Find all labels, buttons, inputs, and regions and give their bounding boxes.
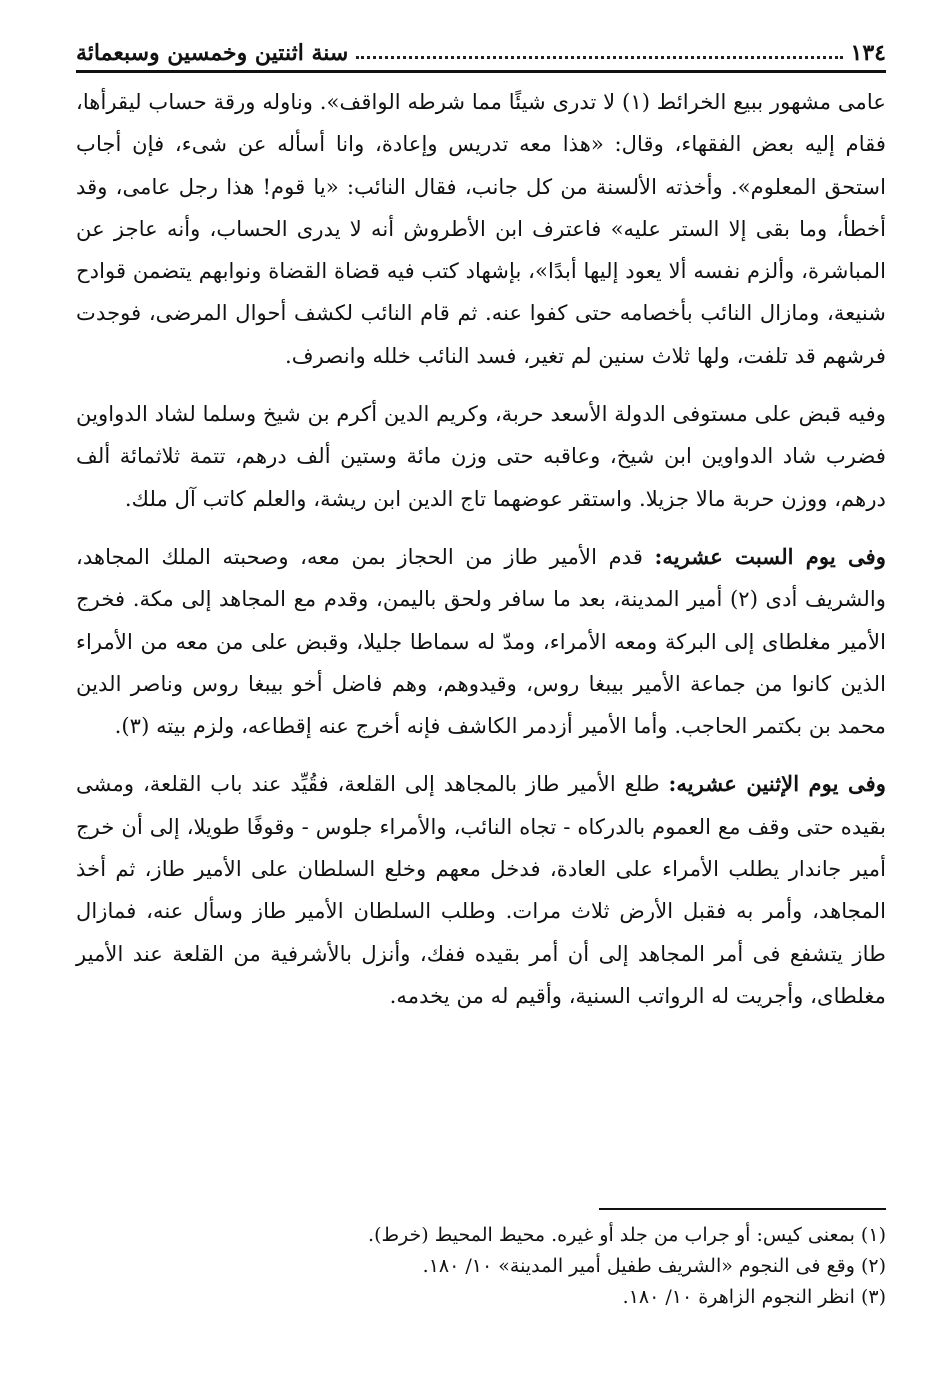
running-head <box>76 30 886 68</box>
footnotes <box>76 1220 886 1313</box>
paragraph <box>76 763 886 1017</box>
paragraph <box>76 536 886 747</box>
paragraph-text: قدم الأمير طاز من الحجاز بمن معه، وصحبته الملك المجاهد، والشريف أدى (٢) أمير المدينة، بعد ما سافر ولحق باليمن، وقدم مع المجاهد إلى مكة. فخرج الأمير مغلطاى إلى البركة ومعه الأمراء، ومدّ له سماطا جليلا، وقبض على من معه من الأمراء الذين كانوا من جماعة الأمير بيبغا روس، وقيدوهم، وهم فاضل أخو بيبغا روس وناصر الدين محمد بن بكتمر الحاجب. وأما الأمير أزدمر الكاشف فإنه أخرج عنه إقطاعه، ولزم بيته (٣). <box>76 543 886 739</box>
footnote-rule <box>599 1208 886 1210</box>
paragraph-text: وفيه قبض على مستوفى الدولة الأسعد حربة، وكريم الدين أكرم بن شيخ وسلما لشاد الدواوين فضرب شاد الدواوين ابن شيخ، وعاقبه حتى وزن مائة وستين ألف درهم، تتمة ثلاثمائة ألف درهم، ووزن حربة مالا جزيلا. واستقر عوضهما تاج الدين ابن ريشة، والعلم كاتب آل ملك. <box>76 401 886 511</box>
footnote: (١) بمعنى كيس: أو جراب من جلد أو غيره. محيط المحيط (خرط). <box>368 1224 886 1246</box>
page-number: ١٣٤ <box>850 40 886 66</box>
leader-dots <box>356 56 842 59</box>
running-title: سنة اثنتين وخمسين وسبعمائة <box>76 40 349 66</box>
paragraph-lead: وفى يوم الإثنين عشريه: <box>668 771 887 797</box>
header-rule <box>76 70 886 73</box>
paragraph <box>76 393 886 520</box>
paragraph-text: طلع الأمير طاز بالمجاهد إلى القلعة، فقُيِّد عند باب القلعة، ومشى بقيده حتى وقف مع العموم بالدركاه - تجاه النائب، والأمراء جلوس - وقوفًا طويلا، إلى أن خرج أمير جاندار يطلب الأمراء على العادة، فدخل معهم وخلع السلطان على الأمير طاز، ثم أخذ المجاهد، وأمر به فقبل الأرض ثلاث مرات. وطلب السلطان الأمير طاز وسأل عنه، فمازال طاز يتشفع فى أمر المجاهد إلى أن أمر بقيده ففك، وأنزل بالأشرفية من القلعة عند الأمير مغلطاى، وأجريت له الرواتب السنية، وأقيم له من يخدمه. <box>76 771 886 1008</box>
footnote: (٢) وقع فى النجوم «الشريف طفيل أمير المدينة» ١٠/ ١٨٠. <box>422 1255 886 1277</box>
paragraph-lead: وفى يوم السبت عشريه: <box>654 543 886 569</box>
footnote: (٣) انظر النجوم الزاهرة ١٠/ ١٨٠. <box>622 1286 886 1308</box>
paragraph <box>76 81 886 377</box>
paragraph-text: عامى مشهور ببيع الخرائط (١) لا تدرى شيئًا مما شرطه الواقف». وناوله ورقة حساب ليقرأها، فقام إليه بعض الفقهاء، وقال: «هذا معه تدريس وإعادة، وانا أسأله عن شىء، فإن أجاب استحق المعلوم». وأخذته الألسنة من كل جانب، فقال النائب: «يا قوم! هذا رجل عامى، وقد أخطأ، وما بقى إلا الستر عليه» فاعترف ابن الأطروش أنه لا يدرى الحساب، وأنه عاجز عن المباشرة، وألزم نفسه ألا يعود إليها أبدًا»، بإشهاد كتب فيه قضاة القضاة ونوابهم يتضمن قوادح شنيعة، ومازال النائب بأخصامه حتى كفوا عنه. ثم قام النائب لكشف أحوال المرضى، فوجدت فرشهم قد تلفت، ولها ثلاث سنين لم تغير، فسد النائب خلله وانصرف. <box>76 89 886 368</box>
main-text <box>76 81 886 1017</box>
